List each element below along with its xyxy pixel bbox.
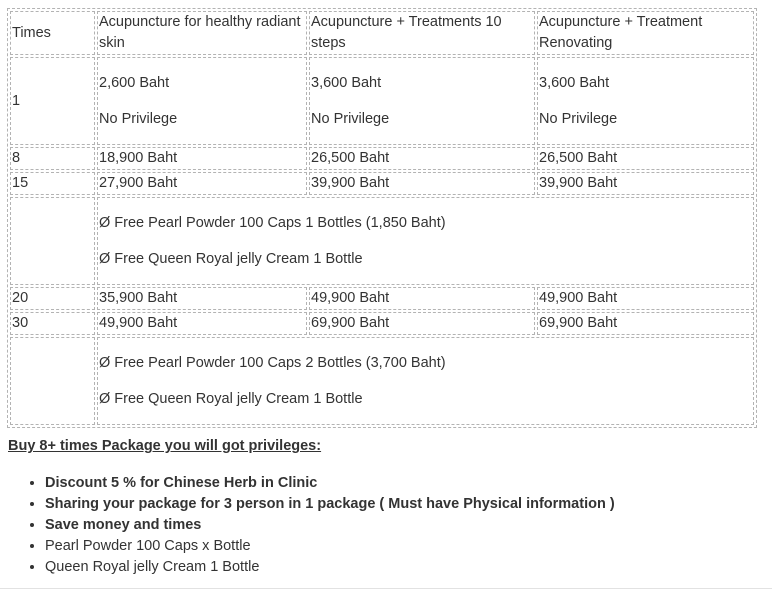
- divider: [0, 588, 772, 589]
- list-item: • Queen Royal jelly Cream 1 Bottle: [45, 557, 615, 578]
- privilege-note: No Privilege: [539, 110, 618, 127]
- times-cell: 8: [10, 147, 95, 170]
- times-cell: 20: [10, 287, 95, 310]
- privilege-note: No Privilege: [311, 110, 390, 127]
- price-cell: [97, 57, 307, 145]
- table-row: [10, 147, 754, 170]
- list-item: • Pearl Powder 100 Caps x Bottle: [45, 536, 615, 557]
- bonus-cell: [97, 197, 754, 285]
- header-times: Times: [10, 11, 95, 55]
- header-renovating: Acupuncture + Treatment Renovating: [537, 11, 754, 55]
- list-item: • Save money and times: [45, 515, 615, 536]
- header-skin: Acupuncture for healthy radiant skin: [97, 11, 307, 55]
- price-value: 3,600 Baht: [311, 74, 382, 91]
- price-value: 3,600 Baht: [539, 74, 610, 91]
- price-cell: [309, 57, 535, 145]
- privilege-note: No Privilege: [99, 110, 178, 127]
- times-cell: 30: [10, 312, 95, 335]
- bonus-item: Ø Free Queen Royal jelly Cream 1 Bottle: [99, 250, 363, 267]
- bonus-cell: [97, 337, 754, 425]
- price-cell: 27,900 Baht: [97, 172, 307, 195]
- times-cell: 15: [10, 172, 95, 195]
- privileges-heading: Buy 8+ times Package you will got privileges:: [8, 438, 322, 454]
- list-item: • Sharing your package for 3 person in 1 package ( Must have Physical information ): [45, 494, 615, 515]
- price-cell: 69,900 Baht: [537, 312, 754, 335]
- price-cell: [537, 57, 754, 145]
- price-cell: 26,500 Baht: [309, 147, 535, 170]
- list-item: • Discount 5 % for Chinese Herb in Clinic: [45, 473, 615, 494]
- price-value: 2,600 Baht: [99, 74, 170, 91]
- header-10-steps: Acupuncture + Treatments 10 steps: [309, 11, 535, 55]
- price-cell: 49,900 Baht: [97, 312, 307, 335]
- bonus-item: Ø Free Pearl Powder 100 Caps 1 Bottles (1,850 Baht): [99, 214, 446, 231]
- empty-cell: [10, 337, 95, 425]
- price-cell: 49,900 Baht: [309, 287, 535, 310]
- privileges-list: [0, 473, 615, 578]
- bonus-item: Ø Free Pearl Powder 100 Caps 2 Bottles (3,700 Baht): [99, 354, 446, 371]
- price-cell: 18,900 Baht: [97, 147, 307, 170]
- price-cell: 69,900 Baht: [309, 312, 535, 335]
- price-cell: 49,900 Baht: [537, 287, 754, 310]
- times-cell: 1: [10, 57, 95, 145]
- empty-cell: [10, 197, 95, 285]
- price-cell: 39,900 Baht: [537, 172, 754, 195]
- bonus-item: Ø Free Queen Royal jelly Cream 1 Bottle: [99, 390, 363, 407]
- table-row: [10, 312, 754, 335]
- price-table: [7, 8, 757, 428]
- table-header-row: [10, 11, 754, 55]
- table-row: [10, 57, 754, 145]
- bonus-row: [10, 197, 754, 285]
- price-cell: 26,500 Baht: [537, 147, 754, 170]
- price-cell: 39,900 Baht: [309, 172, 535, 195]
- table-row: [10, 172, 754, 195]
- price-cell: 35,900 Baht: [97, 287, 307, 310]
- table-row: [10, 287, 754, 310]
- bonus-row: [10, 337, 754, 425]
